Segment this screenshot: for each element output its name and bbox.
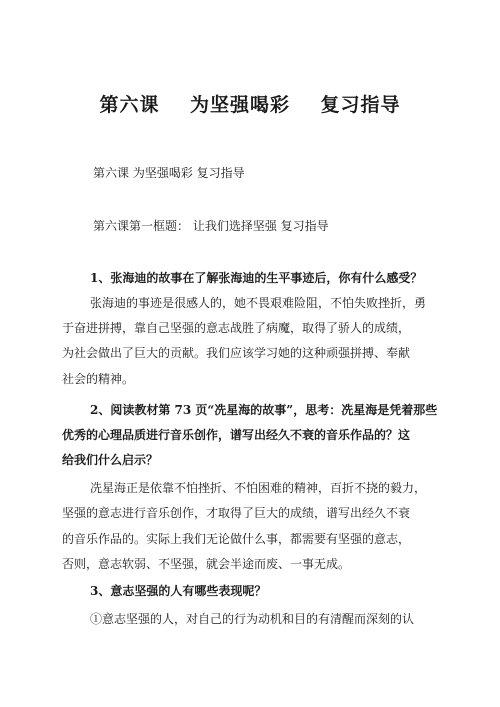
answer-2-line: 的音乐作品的。实际上我们无论做什么事，都需要有坚强的意志， [62,532,411,546]
answer-1-line: 社会的精神。 [62,372,135,386]
answer-2-line: 坚强的意志进行音乐创作，才取得了巨大的成绩，谱写出经久不衰 [62,506,411,520]
answer-1-line: 于奋进拼搏，靠自己坚强的意志战胜了病魔，取得了骄人的成绩， [62,321,411,335]
subheading-lesson: 第六课 为坚强喝彩 复习指导 [93,166,245,180]
question-1: 1、张海迪的故事在了解张海迪的生平事迹后，你有什么感受？ [90,271,423,285]
answer-2-line: 否则，意志软弱、不坚强，就会半途而废、一事无成。 [62,557,351,571]
page-title: 第六课 为坚强喝彩 复习指导 [99,94,401,116]
answer-2-line: 冼星海正是依靠不怕挫折、不怕困难的精神，百折不挠的毅力， [90,481,427,495]
question-2-line: 优秀的心理品质进行音乐创作，谱写出经久不衰的音乐作品的？这 [62,428,411,442]
answer-1-line: 为社会做出了巨大的贡献。我们应该学习她的这种顽强拼搏、奉献 [62,346,411,360]
subheading-section: 第六课第一框题： 让我们选择坚强 复习指导 [93,219,329,233]
answer-3-line: ①意志坚强的人，对自己的行为动机和目的有清醒而深刻的认 [90,612,415,626]
question-2-line: 2、阅读教材第 73 页“冼星海的故事”，思考：冼星海是凭着那些 [90,403,438,417]
answer-1-line: 张海迪的事迹是很感人的，她不畏艰难险阻，不怕失败挫折，勇 [90,296,427,310]
question-3: 3、意志坚强的人有哪些表现呢？ [90,584,267,598]
question-2-line: 给我们什么启示？ [62,453,159,467]
